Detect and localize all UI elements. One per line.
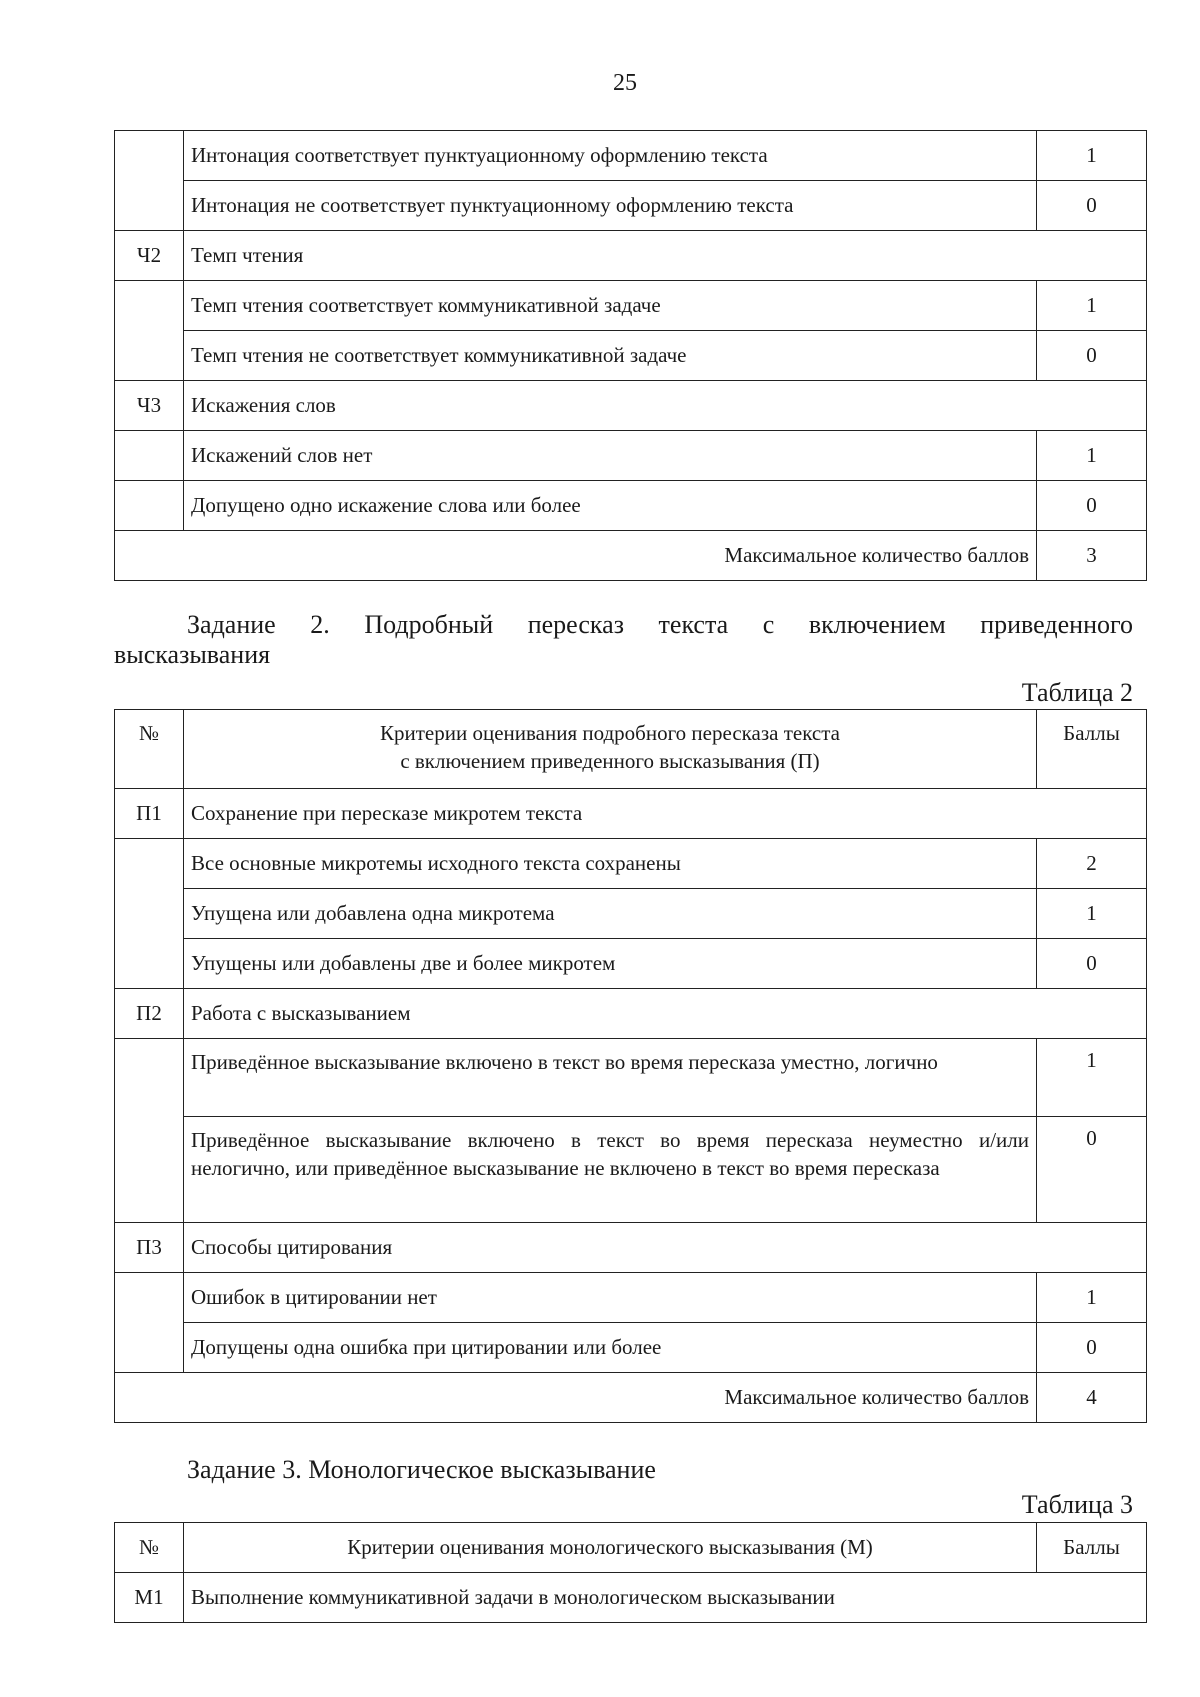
table-row (115, 789, 1147, 839)
table-row (115, 1223, 1147, 1273)
criterion-title: Выполнение коммуникативной задачи в монологическом высказывании (184, 1573, 1147, 1623)
score-cell: 1 (1037, 431, 1147, 481)
criterion-number: П1 (115, 789, 184, 839)
total-label: Максимальное количество баллов (115, 1373, 1037, 1423)
criterion-number-cell (115, 131, 184, 231)
criterion-number: М1 (115, 1573, 184, 1623)
header-criteria-line1: Критерии оценивания подробного пересказа текста (380, 721, 840, 745)
criterion-number-cell (115, 1039, 184, 1223)
criterion-text: Интонация не соответствует пунктуационному оформлению текста (184, 181, 1037, 231)
criterion-number: Ч2 (115, 231, 184, 281)
table-1 (114, 130, 1147, 581)
criterion-title: Искажения слов (184, 381, 1147, 431)
total-row (115, 1373, 1147, 1423)
total-row (115, 531, 1147, 581)
table-row (115, 939, 1147, 989)
total-score: 4 (1037, 1373, 1147, 1423)
table-3 (114, 1522, 1147, 1623)
task3-heading: Задание 3. Монологическое высказывание (187, 1455, 656, 1484)
criterion-number-cell (115, 839, 184, 989)
score-cell: 0 (1037, 181, 1147, 231)
score-cell: 0 (1037, 481, 1147, 531)
table2-caption: Таблица 2 (1021, 678, 1133, 707)
header-score: Баллы (1037, 1523, 1147, 1573)
criterion-text: Темп чтения соответствует коммуникативной задаче (184, 281, 1037, 331)
total-label: Максимальное количество баллов (115, 531, 1037, 581)
score-cell: 1 (1037, 1273, 1147, 1323)
score-cell: 1 (1037, 281, 1147, 331)
table-row (115, 839, 1147, 889)
table3-caption: Таблица 3 (1021, 1490, 1133, 1519)
criterion-title: Сохранение при пересказе микротем текста (184, 789, 1147, 839)
criterion-number-cell (115, 431, 184, 481)
header-criteria: Критерии оценивания монологического высказывания (М) (184, 1523, 1037, 1573)
criterion-text: Приведённое высказывание включено в текст во время пересказа неуместно и/или нелогично, или приведённое высказывание не включено в текст во время пересказа (184, 1117, 1037, 1223)
table-2 (114, 709, 1147, 1423)
header-criteria (184, 710, 1037, 789)
criterion-text: Приведённое высказывание включено в текст во время пересказа уместно, логично (184, 1039, 1037, 1117)
table-row (115, 1273, 1147, 1323)
criterion-text: Темп чтения не соответствует коммуникативной задаче (184, 331, 1037, 381)
criterion-text: Искажений слов нет (184, 431, 1037, 481)
criterion-text: Упущена или добавлена одна микротема (184, 889, 1037, 939)
table-row (115, 1039, 1147, 1117)
score-cell: 1 (1037, 131, 1147, 181)
criterion-title: Темп чтения (184, 231, 1147, 281)
criterion-text: Упущены или добавлены две и более микротем (184, 939, 1037, 989)
task2-heading: Задание 2. Подробный пересказ текста с включением приведенного высказывания (114, 610, 1133, 669)
criterion-text: Все основные микротемы исходного текста сохранены (184, 839, 1037, 889)
table-row (115, 481, 1147, 531)
criterion-number-cell (115, 481, 184, 531)
criterion-title: Способы цитирования (184, 1223, 1147, 1273)
criterion-number-cell (115, 1273, 184, 1373)
score-cell: 1 (1037, 889, 1147, 939)
score-cell: 0 (1037, 1323, 1147, 1373)
table-row (115, 989, 1147, 1039)
table-row (115, 331, 1147, 381)
table-header-row (115, 710, 1147, 789)
table-row (115, 1323, 1147, 1373)
total-score: 3 (1037, 531, 1147, 581)
criterion-text: Ошибок в цитировании нет (184, 1273, 1037, 1323)
criterion-text: Допущены одна ошибка при цитировании или более (184, 1323, 1037, 1373)
score-cell: 0 (1037, 331, 1147, 381)
score-cell: 0 (1037, 1117, 1147, 1223)
table-row (115, 281, 1147, 331)
table-row (115, 889, 1147, 939)
header-number: № (115, 1523, 184, 1573)
table-row (115, 431, 1147, 481)
table-header-row (115, 1523, 1147, 1573)
table-row (115, 381, 1147, 431)
score-cell: 2 (1037, 839, 1147, 889)
header-number: № (115, 710, 184, 789)
table-row (115, 131, 1147, 181)
header-score: Баллы (1037, 710, 1147, 789)
header-criteria-line2: с включением приведенного высказывания (П) (400, 749, 820, 773)
criterion-number-cell (115, 281, 184, 381)
criterion-text: Допущено одно искажение слова или более (184, 481, 1037, 531)
criterion-number: П2 (115, 989, 184, 1039)
page-number: 25 (613, 70, 637, 96)
table-row (115, 181, 1147, 231)
score-cell: 1 (1037, 1039, 1147, 1117)
table-row (115, 1573, 1147, 1623)
criterion-number: П3 (115, 1223, 184, 1273)
criterion-title: Работа с высказыванием (184, 989, 1147, 1039)
criterion-text: Интонация соответствует пунктуационному оформлению текста (184, 131, 1037, 181)
score-cell: 0 (1037, 939, 1147, 989)
table-row (115, 1117, 1147, 1223)
criterion-number: Ч3 (115, 381, 184, 431)
table-row (115, 231, 1147, 281)
